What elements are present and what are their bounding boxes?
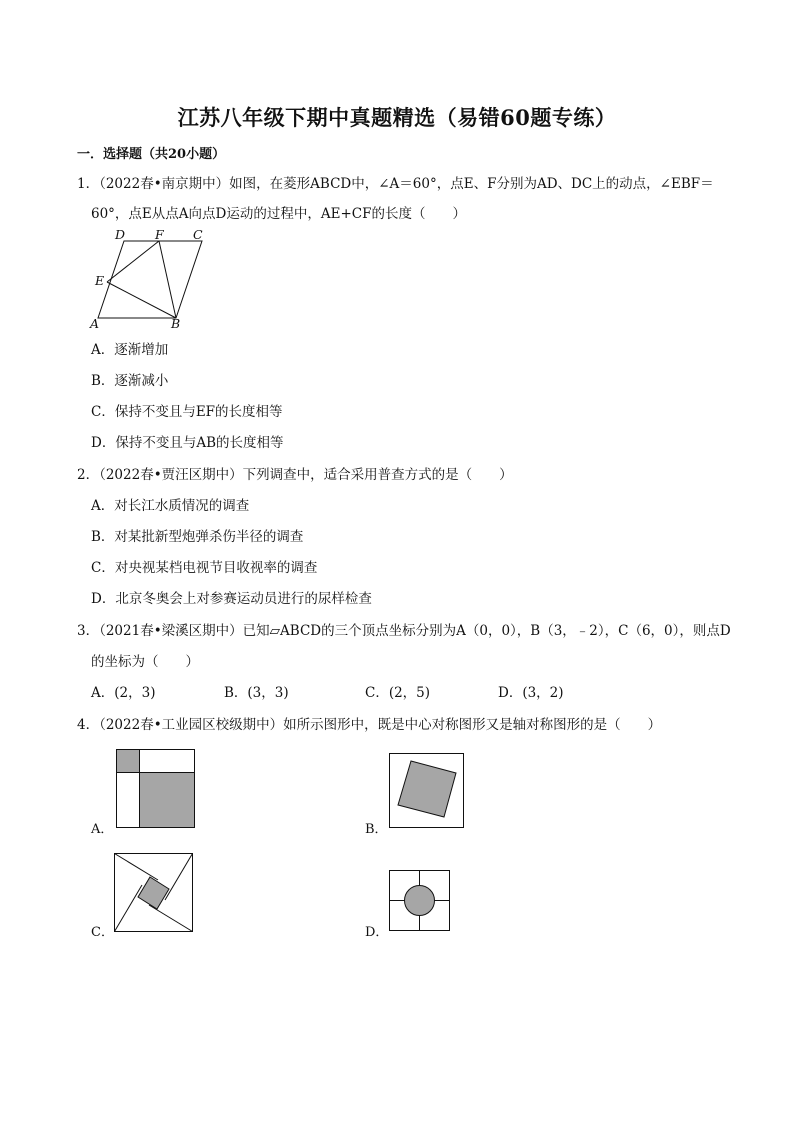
question-4-option-d-label: D． — [365, 925, 389, 940]
label-C: C — [193, 227, 203, 242]
question-2-option-b: B．对某批新型炮弹杀伤半径的调查 — [91, 529, 304, 545]
question-2-option-a: A．对长江水质情况的调查 — [91, 498, 250, 514]
question-1-option-a: A．逐渐增加 — [91, 342, 169, 358]
question-1-option-d: D．保持不变且与AB的长度相等 — [91, 435, 284, 451]
label-A: A — [90, 316, 100, 331]
question-3-option-d: D．(3，2) — [498, 685, 564, 701]
question-4-option-c-label: C． — [91, 925, 114, 940]
section-heading: 一．选择题（共20小题） — [77, 147, 226, 162]
option-a-square-figure — [116, 749, 196, 829]
label-D: D — [115, 227, 126, 242]
rhombus-figure — [85, 228, 215, 333]
option-b-rotated-square-figure — [389, 753, 465, 829]
option-c-pinwheel-figure — [114, 853, 194, 933]
question-3-option-b: B．(3，3) — [224, 685, 289, 701]
question-2-stem: 2．（2022春•贾汪区期中）下列调查中，适合采用普查方式的是（ ） — [77, 467, 513, 483]
question-3-option-a: A．(2，3) — [91, 685, 156, 701]
question-3-stem-line-2: 的坐标为（ ） — [91, 654, 199, 670]
question-1-option-b: B．逐渐减小 — [91, 373, 169, 389]
question-4-option-a-label: A． — [91, 822, 114, 837]
question-1-stem-line-2: 60°，点E从点A向点D运动的过程中，AE+CF的长度（ ） — [91, 206, 466, 222]
label-F: F — [155, 227, 164, 242]
question-3-stem-line-1: 3．（2021春•梁溪区期中）已知▱ABCD的三个顶点坐标分别为A（0，0），B（3，﹣2），C（6，0），则点D — [77, 623, 731, 639]
question-1-stem-line-1: 1．（2022春•南京期中）如图，在菱形ABCD中，∠A＝60°，点E、F分别为AD、DC上的动点，∠EBF＝ — [77, 176, 714, 192]
page-title: 江苏八年级下期中真题精选（易错60题专练） — [177, 105, 617, 130]
question-3-option-c: C．(2，5) — [365, 685, 431, 701]
question-4-stem: 4．（2022春•工业园区校级期中）如所示图形中，既是中心对称图形又是轴对称图形的是（ ） — [77, 717, 662, 733]
question-2-option-c: C．对央视某档电视节目收视率的调查 — [91, 560, 318, 576]
question-2-option-d: D．北京冬奥会上对参赛运动员进行的尿样检查 — [91, 591, 372, 607]
label-B: B — [171, 316, 181, 331]
question-1-option-c: C．保持不变且与EF的长度相等 — [91, 404, 283, 420]
question-4-option-b-label: B． — [365, 822, 388, 837]
label-E: E — [95, 273, 105, 288]
option-d-circle-figure — [389, 870, 451, 932]
